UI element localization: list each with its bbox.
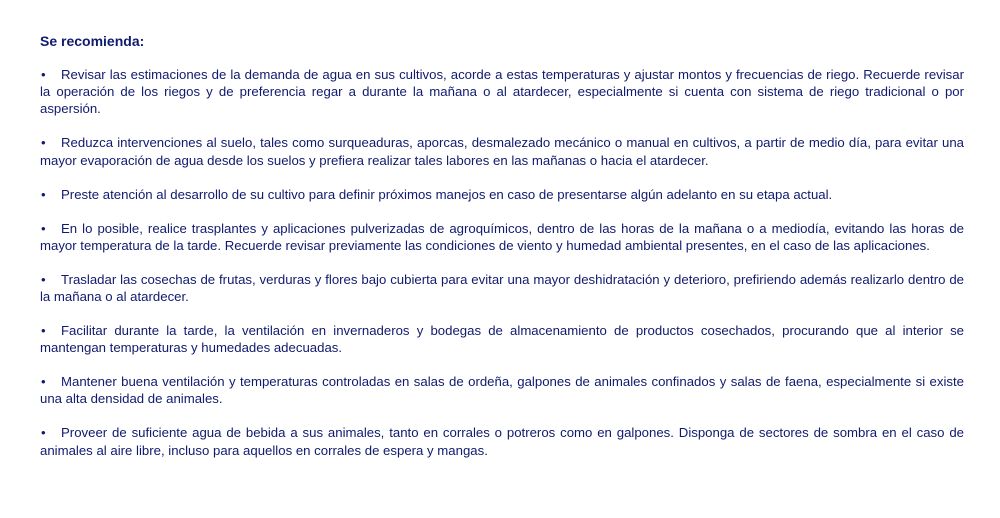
list-item-text: En lo posible, realice trasplantes y aplicaciones pulverizadas de agroquímicos, dentro de las horas de la mañana o a mediodía, evitando las horas de mayor temperatura de la tarde. Recuerde revisar previamente las condiciones de viento y humedad ambiental presentes, en el caso de las aplicaciones. xyxy=(40,220,964,253)
bullet-icon: • xyxy=(41,220,46,236)
list-item xyxy=(40,134,964,168)
bullet-icon: • xyxy=(41,425,46,441)
list-item-text: Mantener buena ventilación y temperaturas controladas en salas de ordeña, galpones de animales confinados y salas de faena, especialmente si existe una alta densidad de animales. xyxy=(40,374,964,407)
list-item xyxy=(40,424,964,458)
list-item-text: Revisar las estimaciones de la demanda de agua en sus cultivos, acorde a estas temperaturas y ajustar montos y frecuencias de riego. Recuerde revisar la operación de los riegos y de preferencia regar a durante la mañana o al atardecer, especialmente si cuenta con sistema de riego tradicional o por aspersión. xyxy=(40,67,964,117)
document-page xyxy=(40,32,964,476)
section-heading: Se recomienda: xyxy=(40,33,145,49)
list-item xyxy=(40,66,964,118)
list-item xyxy=(40,186,964,203)
list-item-text: Preste atención al desarrollo de su cultivo para definir próximos manejos en caso de presentarse algún adelanto en su etapa actual. xyxy=(61,186,833,202)
list-item-text: Proveer de suficiente agua de bebida a sus animales, tanto en corrales o potreros como en galpones. Disponga de sectores de sombra en el caso de animales al aire libre, incluso para aquellos en corrales de espera y mangas. xyxy=(40,425,964,458)
bullet-icon: • xyxy=(41,135,46,151)
bullet-icon: • xyxy=(41,67,46,82)
bullet-icon: • xyxy=(41,186,46,202)
bullet-icon: • xyxy=(41,374,46,390)
list-item xyxy=(40,220,964,254)
list-item-text: Reduzca intervenciones al suelo, tales como surqueaduras, aporcas, desmalezado mecánico o manual en cultivos, a partir de medio día, para evitar una mayor evaporación de agua desde los suelos y prefiera realizar tales labores en las mañanas o hacia el atardecer. xyxy=(40,135,964,168)
bullet-icon: • xyxy=(41,323,46,339)
list-item xyxy=(40,373,964,407)
list-item-text: Facilitar durante la tarde, la ventilación en invernaderos y bodegas de almacenamiento de productos cosechados, procurando que al interior se mantengan temperaturas y humedades adecuadas. xyxy=(40,323,964,356)
list-item-text: Trasladar las cosechas de frutas, verduras y flores bajo cubierta para evitar una mayor deshidratación y deterioro, prefiriendo además realizarlo dentro de la mañana o al atardecer. xyxy=(40,271,964,305)
list-item xyxy=(40,271,964,305)
bullet-icon: • xyxy=(41,271,46,287)
recommendation-list xyxy=(40,66,964,459)
list-item xyxy=(40,322,964,356)
